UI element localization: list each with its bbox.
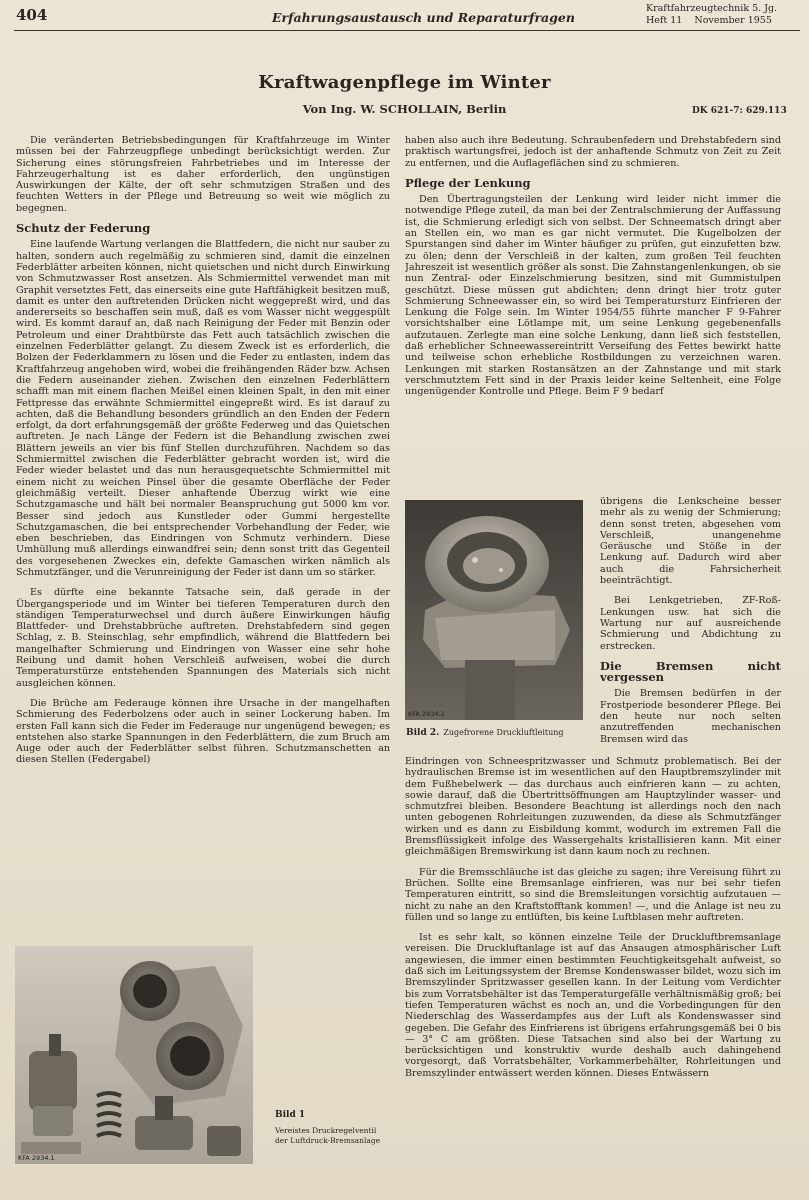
- paragraph: Die Bremsen bedürfen in der Frostperiode besonderer Pflege. Bei den heute nur noch selten anzutreffenden mechanischen Bremsen wird das: [600, 688, 781, 745]
- article-title: Kraftwagenpflege im Winter: [258, 72, 551, 93]
- journal-info: Kraftfahrzeugtechnik 5. Jg. Heft 11 November 1955: [646, 3, 778, 26]
- figure-1-photo: [15, 946, 253, 1164]
- paragraph: Den Übertragungsteilen der Lenkung wird leider nicht immer die notwendige Pflege zuteil, da man bei der Zentralschmierung der Auffassung ist, die Schmierung erledigt sich von selbst. Der Schneematsch dringt aber an Stellen ein, wo man es gar nicht vermutet. Die Kugelbolzen der Spurstangen sind daher im Winter häufiger zu prüfen, gut einzufetten bzw. zu ölen; denn der Verschleiß in der kalten, zum großen Teil feuchten Jahreszeit ist wesentlich größer als sonst. Die Zahnstangenlenkungen, ob sie nun Zentral- oder Einzelschmierung besitzen, sind mit Gummistulpen geschützt. Diese müssen gut abdichten; denn dringt hier trotz guter Schmierung Schneewasser ein, so wird bei Temperatursturz Einfrieren der Lenkung die Folge sein. Im Winter 1954/55 führte mancher F 9-Fahrer vorsichtshalber eine Lötlampe mit, um seine Lenkung gegebenenfalls aufzutauen. Zerlegte man eine solche Lenkung, dann ließ sich feststellen, daß erheblicher Schneewassereintritt Verseifung des Fettes bewirkt hatte und teilweise schon erhebliche Rostbildungen zu verzeichnen waren. Lenkungen mit starken Rostansätzen an der Zahnstange und mit stark verschmutztem Fett sind in der Praxis leider keine Seltenheit, eine Folge ungenügender Kontrolle und Pflege. Beim F 9 bedarf: [405, 194, 781, 398]
- section-title: Erfahrungsaustausch und Reparaturfragen: [272, 10, 575, 25]
- header-rule: [14, 30, 800, 31]
- right-column-lower: [405, 756, 781, 1196]
- heading-lenkung: Pflege der Lenkung: [405, 175, 531, 190]
- right-column-narrow: [600, 496, 781, 754]
- valve-photo-illustration: [15, 946, 253, 1164]
- paragraph: Ist es sehr kalt, so können einzelne Teile der Druckluftbremsanlage vereisen. Die Druckluftanlage ist auf das Ansaugen atmosphärischer Luft angewiesen, die immer einen bestimmten Feuchtigkeitsgehalt aufweist, so daß sich im Leitungssystem der Bremse Kondenswasser bildet, wozu sich im Bremszylinder Spritzwasser gesellen kann. In der Leitung vom Verdichter bis zum Vorratsbehälter ist das Temperaturgefälle verhältnismäßig groß; bei tiefen Temperaturen wächst es noch an, und die Vorbedingungen für den Niederschlag des Wasserdampfes aus der Luft als Kondenswasser sind gegeben. Die Gefahr des Einfrierens ist übrigens erfahrungsgemäß bei 0 bis — 3° C am größten. Diese Tatsachen sind also bei der Wartung zu berücksichtigen und konstruktiv wurde deshalb auch dahingehend vorgesorgt, daß Vorratsbehälter, Vorkammerbehälter, Rohrleitungen und Bremszylinder entwässert werden können. Dieses Entwässern: [405, 932, 781, 1079]
- figure-2-photo: [405, 500, 583, 720]
- left-column: [16, 135, 390, 935]
- paragraph: Die Brüche am Federauge können ihre Ursache in der mangelhaften Schmierung des Federbolzens oder auch in seiner Lockerung haben. Im ersten Fall kann sich die Feder im Federauge nur ungenügend bewegen; es entstehen also starke Spannungen in den Federblättern, die zum Bruch am Auge oder auch der Federblätter selbst führen. Schutzmanschetten an diesen Stellen (Federgabel): [16, 697, 390, 766]
- paragraph: Es dürfte eine bekannte Tatsache sein, daß gerade in der Übergangsperiode und im Winter bei tieferen Temperaturen durch den ständigen Temperaturwechsel und durch äußere Einwirkungen häufig Blattfeder- und Drehstabbrüche auftreten. Drehstabfedern sind gegen Schlag, z. B. Steinschlag, sehr empfindlich, während die Blattfedern bei mangelhafter Schmierung und Eindringen von Wasser eine sehr hohe Reibung und damit hohen Verschleiß aufweisen, wobei die durch Temperaturstürze entstehenden Spannungen des Materials sich nicht ausgleichen können.: [16, 587, 390, 689]
- figure-1-label: Bild 1: [275, 1110, 306, 1120]
- intro-paragraph: Die veränderten Betriebsbedingungen für Kraftfahrzeuge im Winter müssen bei der Fahrzeugpflege unbedingt berücksichtigt werden. Zur Sicherung eines störungsfreien Fahrbetriebes und im Interesse der Fahrzeugerhaltung ist es daher erforderlich, den ungünstigen Auswirkungen der Kälte, der oft sehr schmutzigen Straßen und des feuchten Wetters in der Pflege und Betreuung so weit wie möglich zu begegnen.: [16, 135, 390, 214]
- figure-2-code: KFA 2934.2: [408, 710, 445, 718]
- dk-classification: DK 621-7: 629.113: [692, 106, 787, 116]
- frozen-pipe-illustration: [405, 500, 583, 720]
- figure-1-code: KFA 2934.1: [18, 1154, 55, 1162]
- paragraph: Für die Bremsschläuche ist das gleiche zu sagen; ihre Vereisung führt zu Brüchen. Sollte eine Bremsanlage einfrieren, was nur bei sehr tiefen Temperaturen eintritt, so sind die Bremsleitungen vorsichtig aufzutauen — nicht zu nahe an den Kraftstofftank kommen! —, und die Anlage ist neu zu füllen und so lange zu entlüften, bis keine Luftblasen mehr auftreten.: [405, 866, 781, 923]
- article-byline: Von Ing. W. SCHOLLAIN, Berlin: [302, 102, 507, 116]
- page-number: 404: [16, 6, 48, 24]
- heading-federung: Schutz der Federung: [16, 221, 151, 236]
- paragraph: Eindringen von Schneespritzwasser und Schmutz problematisch. Bei der hydraulischen Bremse ist im wesentlichen auf den Hauptbremszylinder mit dem Fußhebelwerk — das durchaus auch einfrieren kann — zu achten, sowie darauf, daß die Übertrittsöffnungen am Hauptzylinder wasser- und schmutzfrei bleiben. Besondere Beachtung ist allerdings noch den nach unten gebogenen Rohrleitungen zuzuwenden, da diese als Schmutzfänger wirken und es dann zu Eisbildung kommt, wodurch im extremen Fall die Bremsflüssigkeit infolge des Wassergehalts kristallisieren kann. Mit einer gleichmäßigen Bremswirkung ist dann kaum noch zu rechnen.: [405, 756, 781, 858]
- paragraph: Bei Lenkgetrieben, ZF-Roß-Lenkungen usw. hat sich die Wartung nur auf ausreichende Schmierung und Abdichtung zu erstrecken.: [600, 595, 781, 652]
- figure-1-caption: Vereistes Druckregelventil der Luftdruck-Bremsanlage: [275, 1126, 381, 1145]
- paragraph: Eine laufende Wartung verlangen die Blattfedern, die nicht nur sauber zu halten, sondern auch regelmäßig zu schmieren sind, damit die einzelnen Federblätter arbeiten können, nicht quietschen und nicht durch Einwirkung von Schmutzwasser Rost ansetzen. Als Schmiermittel verwendet man mit Graphit versetztes Fett, das einerseits eine gute Haftfähigkeit besitzen muß, damit es unter den auftretenden Drücken nicht weggepreßt wird, und das andererseits so beschaffen sein muß, daß es vom Wasser nicht weggespült wird. Es kommt darauf an, daß nach Reinigung der Feder mit Benzin oder Petroleum und einer Drahtbürste das Fett auch tatsächlich zwischen die einzelnen Federblätter gelangt. Zu diesem Zweck ist es erforderlich, die Bolzen der Federklammern zu lösen und die Feder zu entlasten, indem das Kraftfahrzeug angehoben wird, wobei die freihängenden Räder bzw. Achsen die Federn auseinander ziehen. Zwischen den einzelnen Federblättern schafft man mit einem flachen Meißel einen kleinen Spalt, in den mit einer Fettpresse das erwähnte Schmiermittel eingepreßt wird. Es ist darauf zu achten, daß die Behandlung besonders gründlich an den Enden der Federn erfolgt, da dort erfahrungsgemäß der größte Federweg und das Quietschen auftreten. Je nach Länge der Federn ist die Behandlung zwischen zwei Blättern jeweils an vier bis fünf Stellen durchzuführen. Nachdem so das Schmiermittel zwischen die Federblätter gebracht worden ist, wird die Feder wieder belastet und das nun herausgequetschte Schmiermittel mit einem nicht zu weichen Pinsel über die gesamte Oberfläche der Feder gleichmäßig verteilt. Dieser anhaftende Überzug wirkt wie eine Schutzgamasche und hält bei normaler Beanspruchung gut 5000 km vor. Besser sind jedoch aus Kunstleder oder Gummi hergestellte Schutzgamaschen, die bei entsprechender Vorbehandlung der Feder, wie eben beschrieben, das Eindringen von Schmutz verhindern. Diese Umhüllung muß allerdings einwandfrei sein; denn sonst tritt das Gegenteil des vorgesehenen Zweckes ein, defekte Gamaschen wirken nämlich als Schmutzfänger, und die Verunreinigung der Feder ist dann um so stärker.: [16, 239, 390, 578]
- right-column-upper: [405, 135, 781, 491]
- heading-bremsen: Die Bremsen nicht vergessen: [600, 658, 781, 685]
- figure-2-caption: Zugefrorene Druckluftleitung: [443, 728, 564, 737]
- figure-2-label: Bild 2.: [406, 728, 440, 738]
- paragraph: übrigens die Lenkscheine besser mehr als zu wenig der Schmierung; denn sonst treten, abgesehen vom Verschleiß, unangenehme Geräusche und Stöße in der Lenkung auf. Dadurch wird aber auch die Fahrsicherheit beeinträchtigt.: [600, 496, 781, 587]
- figure-2-caption-line: [406, 728, 564, 738]
- paragraph: haben also auch ihre Bedeutung. Schraubenfedern und Drehstabfedern sind praktisch wartungsfrei, jedoch ist der anhaftende Schmutz von Zeit zu Zeit zu entfernen, und die Auflageflächen sind zu schmieren.: [405, 135, 781, 169]
